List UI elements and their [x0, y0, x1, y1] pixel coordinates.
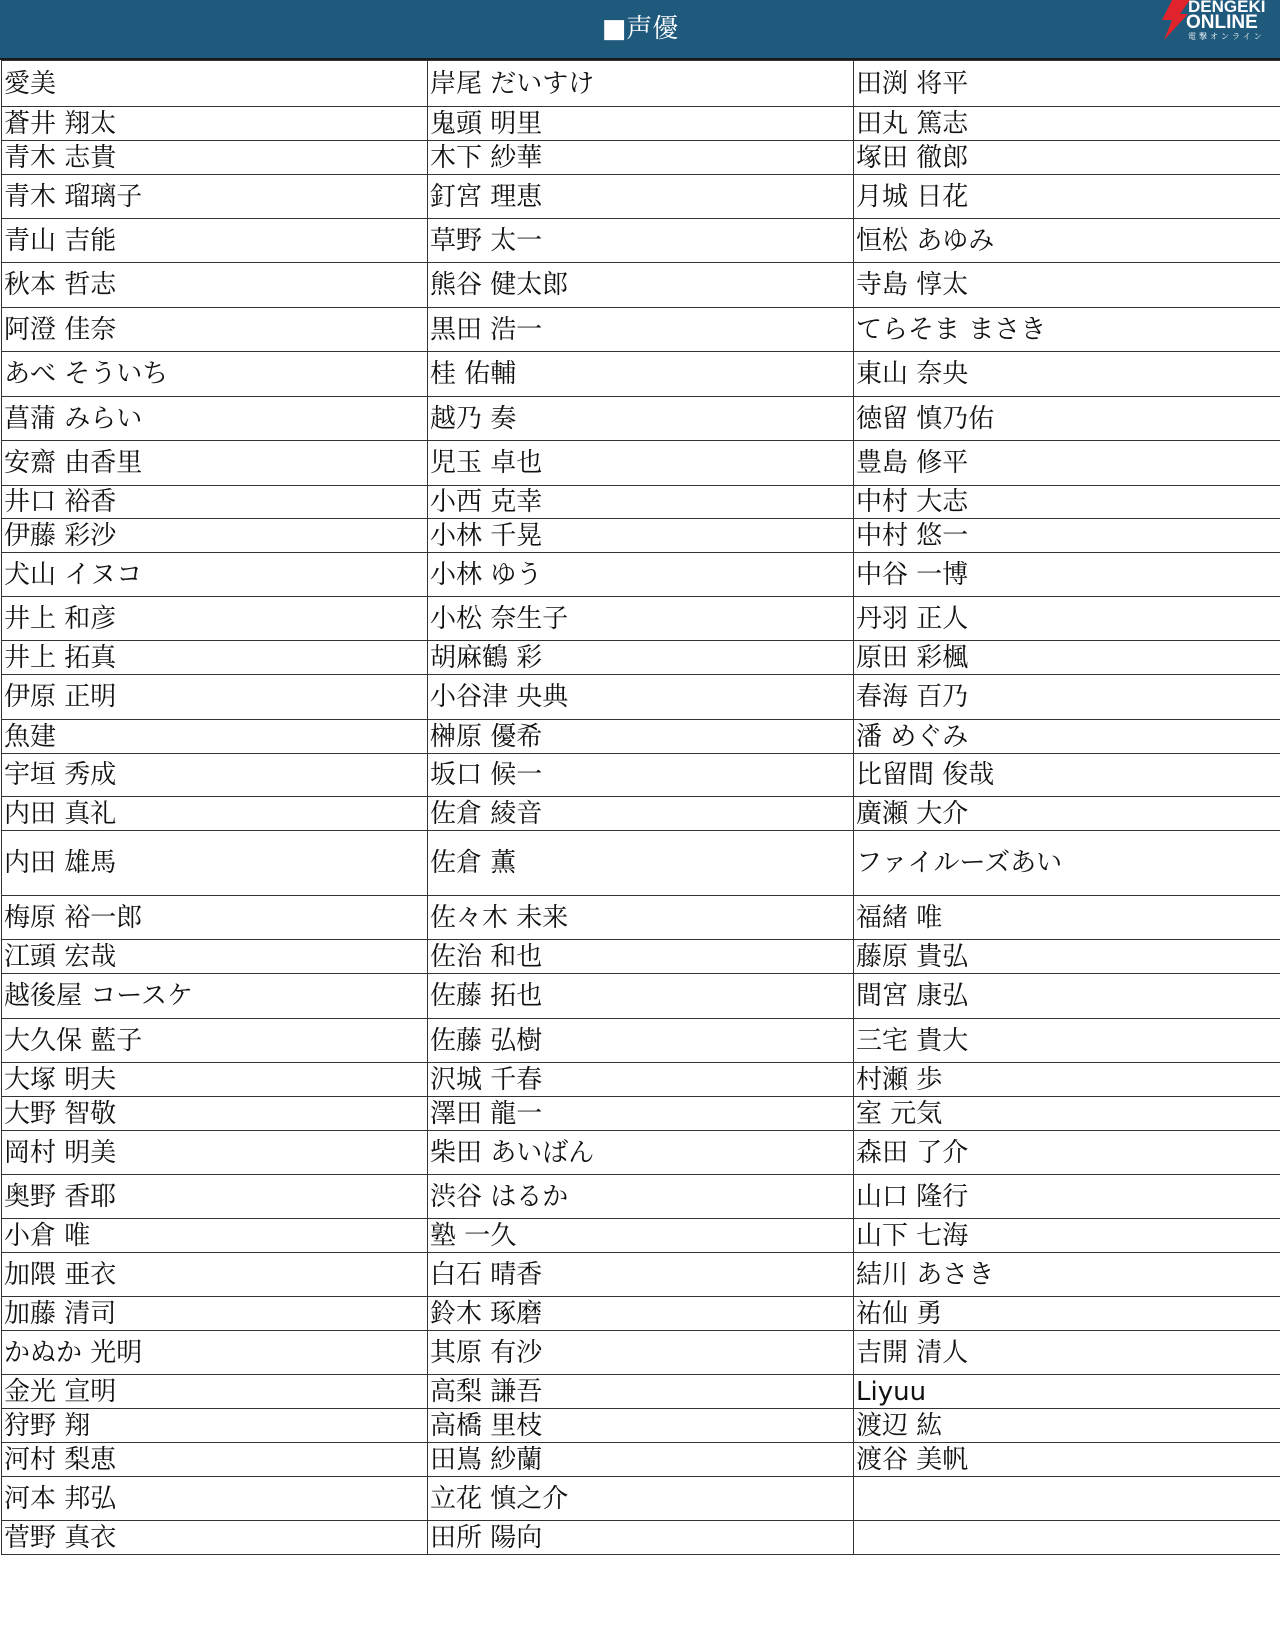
- voice-actor-cell: 立花 慎之介: [428, 1477, 854, 1521]
- voice-actor-cell: 潘 めぐみ: [854, 720, 1280, 754]
- voice-actor-cell: 佐治 和也: [428, 940, 854, 974]
- table-row: [2, 797, 1280, 831]
- table-row: [2, 1297, 1280, 1331]
- table-row: [2, 1253, 1280, 1297]
- voice-actor-cell: 岡村 明美: [2, 1131, 428, 1175]
- voice-actor-cell: 愛美: [2, 61, 428, 107]
- voice-actor-cell: 佐倉 綾音: [428, 797, 854, 831]
- voice-actor-cell: てらそま まさき: [854, 308, 1280, 352]
- table-row: [2, 1409, 1280, 1443]
- voice-actor-cell: 金光 宣明: [2, 1375, 428, 1409]
- voice-actor-cell: 原田 彩楓: [854, 641, 1280, 675]
- voice-actor-cell: 柴田 あいばん: [428, 1131, 854, 1175]
- voice-actor-cell: 越乃 奏: [428, 397, 854, 441]
- voice-actor-cell: 高梨 謙吾: [428, 1375, 854, 1409]
- logo-line2: ONLINE: [1186, 12, 1258, 33]
- table-row: [2, 597, 1280, 641]
- table-row: [2, 1375, 1280, 1409]
- voice-actor-cell: 廣瀬 大介: [854, 797, 1280, 831]
- voice-actor-cell: 青木 志貴: [2, 141, 428, 175]
- table-row: [2, 1443, 1280, 1477]
- voice-actor-cell: 大塚 明夫: [2, 1063, 428, 1097]
- table-row: [2, 553, 1280, 597]
- table-row: [2, 1219, 1280, 1253]
- table-row: [2, 61, 1280, 107]
- voice-actor-cell: 中村 大志: [854, 486, 1280, 519]
- voice-actor-cell: 塾 一久: [428, 1219, 854, 1253]
- voice-actor-cell: 魚建: [2, 720, 428, 754]
- voice-actor-cell: [854, 1521, 1280, 1555]
- voice-actor-cell: 月城 日花: [854, 175, 1280, 219]
- table-row: [2, 896, 1280, 940]
- voice-actor-cell: 伊原 正明: [2, 675, 428, 720]
- voice-actor-cell: 児玉 卓也: [428, 441, 854, 486]
- table-row: [2, 175, 1280, 219]
- voice-actor-cell: 菅野 真衣: [2, 1521, 428, 1555]
- voice-actor-cell: 大久保 藍子: [2, 1019, 428, 1063]
- voice-actor-cell: 鬼頭 明里: [428, 107, 854, 141]
- voice-actor-cell: 山下 七海: [854, 1219, 1280, 1253]
- voice-actor-cell: 小谷津 央典: [428, 675, 854, 720]
- table-row: [2, 219, 1280, 263]
- table-row: [2, 308, 1280, 352]
- voice-actor-cell: 桂 佑輔: [428, 352, 854, 397]
- voice-actor-cell: 榊原 優希: [428, 720, 854, 754]
- voice-actor-cell: 佐々木 未来: [428, 896, 854, 940]
- voice-actor-cell: かぬか 光明: [2, 1331, 428, 1375]
- table-row: [2, 1019, 1280, 1063]
- voice-actor-cell: 奥野 香耶: [2, 1175, 428, 1219]
- voice-actor-cell: [854, 1477, 1280, 1521]
- voice-actor-cell: 越後屋 コースケ: [2, 974, 428, 1019]
- voice-actor-cell: 村瀬 歩: [854, 1063, 1280, 1097]
- voice-actor-cell: 田所 陽向: [428, 1521, 854, 1555]
- voice-actor-cell: 佐倉 薫: [428, 831, 854, 896]
- voice-actor-cell: 宇垣 秀成: [2, 754, 428, 797]
- voice-actor-cell: 吉開 清人: [854, 1331, 1280, 1375]
- table-row: [2, 1097, 1280, 1131]
- voice-actor-cell: 小松 奈生子: [428, 597, 854, 641]
- table-row: [2, 107, 1280, 141]
- voice-actor-cell: 高橋 里枝: [428, 1409, 854, 1443]
- voice-actor-cell: 中村 悠一: [854, 519, 1280, 553]
- voice-actor-cell: 徳留 慎乃佑: [854, 397, 1280, 441]
- voice-actor-cell: 比留間 俊哉: [854, 754, 1280, 797]
- table-row: [2, 641, 1280, 675]
- voice-actor-cell: 田丸 篤志: [854, 107, 1280, 141]
- voice-actor-cell: 菖蒲 みらい: [2, 397, 428, 441]
- voice-actor-cell: 渋谷 はるか: [428, 1175, 854, 1219]
- voice-actor-cell: 加藤 清司: [2, 1297, 428, 1331]
- voice-actor-cell: 佐藤 弘樹: [428, 1019, 854, 1063]
- voice-actor-cell: 釘宮 理恵: [428, 175, 854, 219]
- table-row: [2, 141, 1280, 175]
- voice-actor-cell: 渡谷 美帆: [854, 1443, 1280, 1477]
- voice-actor-cell: 伊藤 彩沙: [2, 519, 428, 553]
- voice-actor-cell: 澤田 龍一: [428, 1097, 854, 1131]
- voice-actor-cell: 恒松 あゆみ: [854, 219, 1280, 263]
- voice-actor-cell: 黒田 浩一: [428, 308, 854, 352]
- voice-actor-cell: 福緒 唯: [854, 896, 1280, 940]
- voice-actor-cell: 田嶌 紗蘭: [428, 1443, 854, 1477]
- table-row: [2, 1063, 1280, 1097]
- table-row: [2, 720, 1280, 754]
- voice-actor-cell: 森田 了介: [854, 1131, 1280, 1175]
- header-bar: [0, 0, 1280, 60]
- table-row: [2, 486, 1280, 519]
- table-row: [2, 1175, 1280, 1219]
- voice-actor-cell: 祐仙 勇: [854, 1297, 1280, 1331]
- voice-actor-cell: 結川 あさき: [854, 1253, 1280, 1297]
- voice-actor-cell: 丹羽 正人: [854, 597, 1280, 641]
- voice-actor-cell: 大野 智敬: [2, 1097, 428, 1131]
- voice-actor-cell: 鈴木 琢磨: [428, 1297, 854, 1331]
- voice-actor-cell: 其原 有沙: [428, 1331, 854, 1375]
- voice-actor-cell: 坂口 候一: [428, 754, 854, 797]
- table-row: [2, 441, 1280, 486]
- voice-actor-cell: 井上 和彦: [2, 597, 428, 641]
- voice-actor-cell: 佐藤 拓也: [428, 974, 854, 1019]
- page-title: ■声優: [601, 14, 679, 44]
- voice-actor-cell: 草野 太一: [428, 219, 854, 263]
- table-row: [2, 1131, 1280, 1175]
- dengeki-online-logo: [1158, 0, 1280, 42]
- voice-actor-cell: 木下 紗華: [428, 141, 854, 175]
- table-row: [2, 675, 1280, 720]
- voice-actor-cell: 春海 百乃: [854, 675, 1280, 720]
- voice-actor-cell: 青山 吉能: [2, 219, 428, 263]
- voice-actor-cell: 室 元気: [854, 1097, 1280, 1131]
- voice-actor-cell: 胡麻鶴 彩: [428, 641, 854, 675]
- voice-actor-cell: 江頭 宏哉: [2, 940, 428, 974]
- voice-actor-cell: 秋本 哲志: [2, 263, 428, 308]
- voice-actor-cell: 小倉 唯: [2, 1219, 428, 1253]
- voice-actor-cell: 豊島 修平: [854, 441, 1280, 486]
- voice-actor-cell: 東山 奈央: [854, 352, 1280, 397]
- table-row: [2, 352, 1280, 397]
- voice-actor-table: [1, 60, 1280, 1555]
- logo-line1: DENGEKI: [1188, 0, 1266, 16]
- logo-line3: 電撃オンライン: [1188, 32, 1265, 41]
- voice-actor-cell: 白石 晴香: [428, 1253, 854, 1297]
- voice-actor-cell: 小林 ゆう: [428, 553, 854, 597]
- voice-actor-cell: 三宅 貴大: [854, 1019, 1280, 1063]
- voice-actor-cell: あべ そういち: [2, 352, 428, 397]
- voice-actor-cell: 井上 拓真: [2, 641, 428, 675]
- voice-actor-cell: 井口 裕香: [2, 486, 428, 519]
- voice-actor-cell: 中谷 一博: [854, 553, 1280, 597]
- voice-actor-cell: 安齋 由香里: [2, 441, 428, 486]
- voice-actor-cell: 小西 克幸: [428, 486, 854, 519]
- voice-actor-cell: ファイルーズあい: [854, 831, 1280, 896]
- voice-actor-cell: 内田 雄馬: [2, 831, 428, 896]
- voice-actor-cell: Liyuu: [854, 1375, 1280, 1409]
- table-row: [2, 397, 1280, 441]
- voice-actor-cell: 梅原 裕一郎: [2, 896, 428, 940]
- voice-actor-cell: 渡辺 紘: [854, 1409, 1280, 1443]
- voice-actor-cell: 岸尾 だいすけ: [428, 61, 854, 107]
- table-row: [2, 1477, 1280, 1521]
- voice-actor-cell: 河村 梨恵: [2, 1443, 428, 1477]
- voice-actor-cell: 藤原 貴弘: [854, 940, 1280, 974]
- voice-actor-cell: 間宮 康弘: [854, 974, 1280, 1019]
- table-row: [2, 974, 1280, 1019]
- table-row: [2, 754, 1280, 797]
- table-row: [2, 519, 1280, 553]
- voice-actor-cell: 内田 真礼: [2, 797, 428, 831]
- voice-actor-table-body: [2, 61, 1280, 1555]
- voice-actor-cell: 蒼井 翔太: [2, 107, 428, 141]
- voice-actor-cell: 沢城 千春: [428, 1063, 854, 1097]
- table-row: [2, 263, 1280, 308]
- voice-actor-cell: 塚田 徹郎: [854, 141, 1280, 175]
- voice-actor-cell: 河本 邦弘: [2, 1477, 428, 1521]
- voice-actor-cell: 田渕 将平: [854, 61, 1280, 107]
- table-row: [2, 831, 1280, 896]
- voice-actor-cell: 山口 隆行: [854, 1175, 1280, 1219]
- voice-actor-cell: 熊谷 健太郎: [428, 263, 854, 308]
- voice-actor-cell: 加隈 亜衣: [2, 1253, 428, 1297]
- voice-actor-cell: 狩野 翔: [2, 1409, 428, 1443]
- voice-actor-cell: 犬山 イヌコ: [2, 553, 428, 597]
- voice-actor-cell: 青木 瑠璃子: [2, 175, 428, 219]
- table-row: [2, 940, 1280, 974]
- voice-actor-cell: 小林 千晃: [428, 519, 854, 553]
- table-row: [2, 1331, 1280, 1375]
- table-row: [2, 1521, 1280, 1555]
- voice-actor-cell: 寺島 惇太: [854, 263, 1280, 308]
- voice-actor-cell: 阿澄 佳奈: [2, 308, 428, 352]
